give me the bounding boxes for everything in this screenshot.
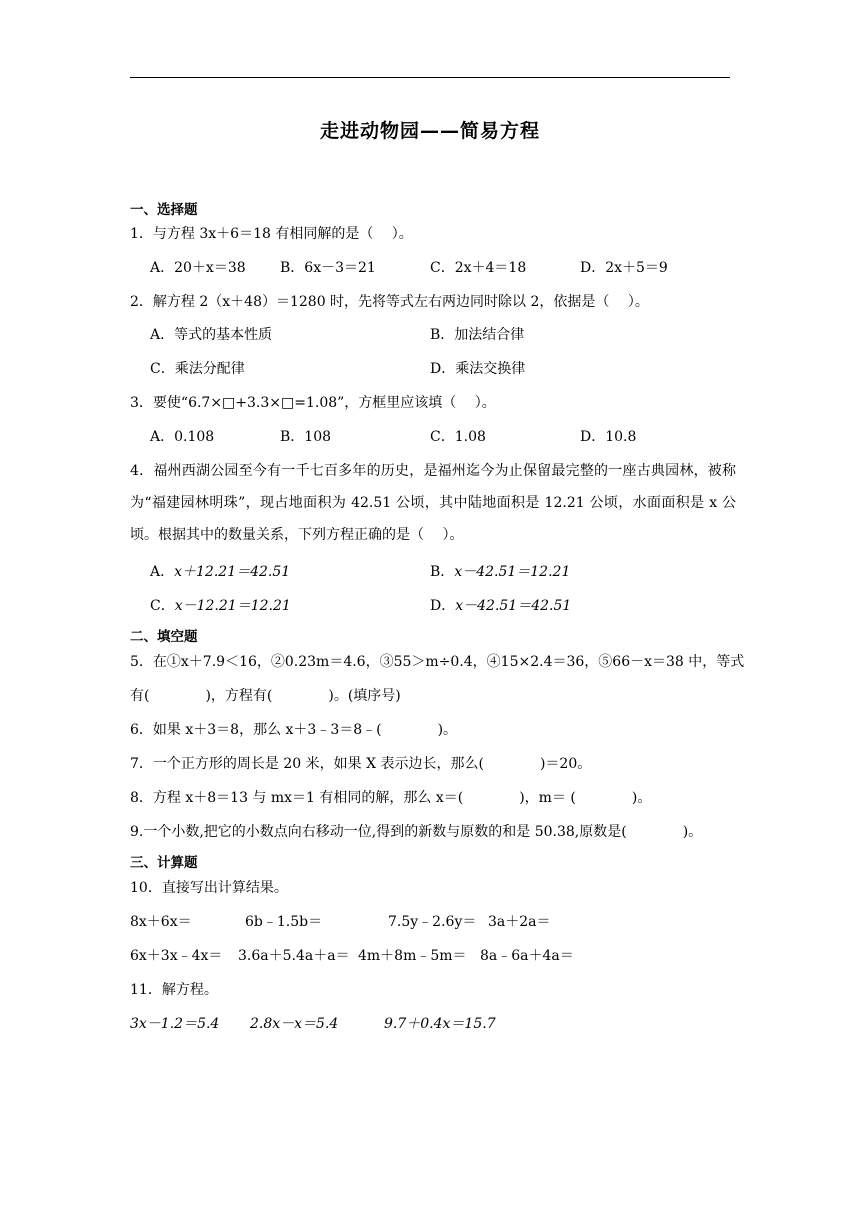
equation-item: 3x－1.2＝5.4 <box>130 1016 220 1032</box>
q4-option-a-label: A． <box>150 564 175 580</box>
q1-option-b: B．6x－3＝21 <box>280 260 376 276</box>
q3-option-b: B．108 <box>280 429 332 445</box>
calc-item: 4m＋8m﹣5m＝ <box>358 948 467 964</box>
question-5-line-1: 5．在①x＋7.9＜16，②0.23m＝4.6，③55＞m÷0.4，④15×2.4＝36，⑤66－x＝38 中，等式 <box>130 654 745 670</box>
q3-option-c: C．1.08 <box>430 429 486 445</box>
equation-item: 9.7＋0.4x＝15.7 <box>384 1016 496 1032</box>
calc-item: 8a﹣6a＋4a＝ <box>480 948 574 964</box>
question-3-stem: 3．要使“6.7×□+3.3×□=1.08”，方框里应该填（ ）。 <box>130 395 496 411</box>
calc-item: 3a＋2a＝ <box>488 914 551 930</box>
header-rule <box>130 77 730 78</box>
q4-option-c-label: C． <box>150 598 175 614</box>
question-10-stem: 10．直接写出计算结果。 <box>130 880 288 896</box>
q4-option-d-formula: x－42.51＝42.51 <box>455 598 572 614</box>
equation-item: 2.8x－x＝5.4 <box>250 1016 339 1032</box>
q2-option-c: C．乘法分配律 <box>150 361 245 377</box>
q3-option-a: A．0.108 <box>150 429 215 445</box>
question-5-line-2: 有( )，方程有( )。(填序号) <box>130 688 401 704</box>
question-9: 9.一个小数,把它的小数点向右移动一位,得到的新数与原数的和是 50.38,原数是( )。 <box>130 824 703 840</box>
q4-option-c <box>150 597 291 615</box>
q4-option-b-formula: x－42.51＝12.21 <box>454 564 571 580</box>
q4-option-a <box>150 563 290 581</box>
q2-option-a: A．等式的基本性质 <box>150 327 273 343</box>
q4-option-d <box>430 597 571 615</box>
question-1-stem: 1．与方程 3x＋6＝18 有相同解的是（ ）。 <box>130 226 413 242</box>
calc-item: 8x＋6x＝ <box>130 914 192 930</box>
q4-option-a-formula: x＋12.21＝42.51 <box>174 564 291 580</box>
section-heading-calc: 三、计算题 <box>130 855 198 871</box>
question-8: 8．方程 x＋8＝13 与 mx＝1 有相同的解，那么 x＝( )，m＝ ( )。 <box>130 790 652 806</box>
q4-option-c-formula: x－12.21＝12.21 <box>174 598 291 614</box>
question-4-stem: 4．福州西湖公园至今有一千七百多年的历史，是福州迄今为止保留最完整的一座古典园林，被称为“福建园林明珠”，现占地面积为 42.51 公顷，其中陆地面积是 12.21 公顷，水面面积是 x 公顷。根据其中的数量关系，下列方程正确的是（ ）。 <box>130 463 736 543</box>
calc-item: 7.5y﹣2.6y＝ <box>388 914 477 930</box>
q4-option-b-label: B． <box>430 564 455 580</box>
calc-item: 3.6a＋5.4a＋a＝ <box>238 948 350 964</box>
question-7: 7．一个正方形的周长是 20 米，如果 X 表示边长，那么( )＝20。 <box>130 756 592 772</box>
q1-option-c: C．2x＋4＝18 <box>430 260 527 276</box>
section-heading-choice: 一、选择题 <box>130 202 198 218</box>
q2-option-d: D．乘法交换律 <box>430 361 526 377</box>
page-title: 走进动物园——简易方程 <box>319 120 540 142</box>
q2-option-b: B．加法结合律 <box>430 327 525 343</box>
q4-option-d-label: D． <box>430 598 456 614</box>
q3-option-d: D．10.8 <box>580 429 637 445</box>
section-heading-fill: 二、填空题 <box>130 629 198 645</box>
question-11-stem: 11．解方程。 <box>130 982 218 998</box>
q4-option-b <box>430 563 570 581</box>
q1-option-d: D．2x＋5＝9 <box>580 260 668 276</box>
calc-item: 6b﹣1.5b＝ <box>245 914 323 930</box>
q1-option-a: A．20＋x＝38 <box>150 260 246 276</box>
calc-item: 6x＋3x﹣4x＝ <box>130 948 223 964</box>
question-6: 6．如果 x＋3＝8，那么 x＋3﹣3＝8﹣( )。 <box>130 722 458 738</box>
question-2-stem: 2．解方程 2（x＋48）＝1280 时，先将等式左右两边同时除以 2，依据是（ ）。 <box>130 294 649 310</box>
